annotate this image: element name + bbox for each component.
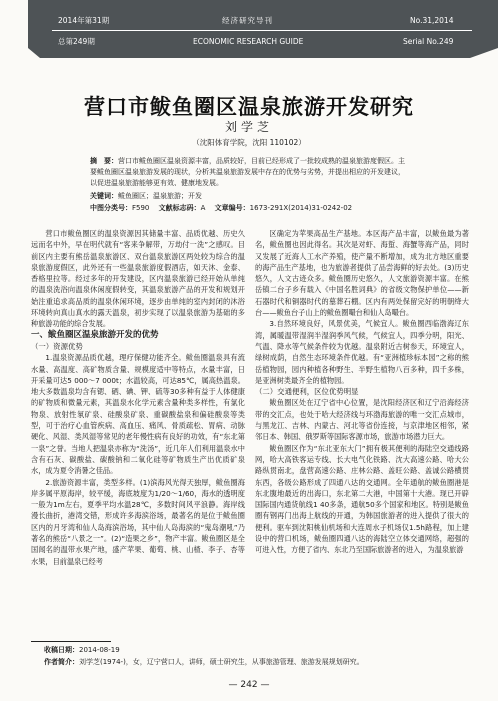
- received-value: 2014-08-19: [79, 646, 120, 654]
- author-affiliation: （沈阳体育学院，沈阳 110102）: [192, 138, 306, 147]
- total-issue-cn: 总第249期: [58, 37, 95, 46]
- abstract-text: 营口市鲅鱼圈区温泉资源丰富，品质较好，目前已经形成了一批较成熟的温泉旅游度假区。主要鲅鱼圈区温泉旅游发展的现状，分析其温泉旅游发展中存在的优势与劣势，并提出相应的开发建议，以促进温泉旅游能够更有效、健康地发展。: [90, 157, 405, 187]
- subsection-heading: （二）交通便利，区位优势明显: [255, 387, 359, 397]
- body-paragraph: 区确定为苹果高品生产基地。本区海产品丰富，以鲅鱼最为著名，鲅鱼圈也因此得名。其次是对虾、海蜇、海蟹等海产品，同时又发展了近海人工水产养殖，使产量不断增加，成为北方地区重要的海产品生产基地，也为旅游者提供了品尝海鲜的好去处。(3)历史悠久，人文古迹众多。鲅鱼圈历史悠久，人文旅游资源丰富。在熊岳镇二台子乡有载入《中国名胜词典》的省级文物保护单位——新石器时代和铜器时代的墓葬石棚。区内有两处保留完好的明朝绛大台——鲅鱼台子山上的鲅鱼圈嘬台和仙人岛嘬台。: [255, 229, 469, 318]
- body-paragraph: 鲅鱼圈区作为“东北亚东大门”拥有极其便利的海陆空交通线路网，哈大高铁客运专线、长大电气化铁路、沈大高速公路、哈大公路纵贯南北，盘营高速公路、庄林公路、盖旺公路、盖诚公路横贯东西，各级公路形成了四通八达的交通网。全年通航的鲅鱼圈港是东北腹地最近的出海口，东北第二大港，中国第十大港。现已开辟国际国内通货航线1 40多条，通航50多个国家和地区。特别是鲅鱼圈有钢再门出海上航线的开通，为韩国旅游者的进入提供了很大的便利。驱车到沈阳桃仙机场和大连周水子机场仅1.5h路程，加上建设中的营口机场，鲅鱼圈四通八达的海陆空立体交通网络，超强的可进入性，方便了省内、东北乃至国际旅游者的进入，为温泉旅游: [255, 443, 469, 555]
- clc-value: F590: [132, 204, 150, 212]
- subsection-heading: （一）资源优势: [31, 341, 83, 351]
- article-title: 营口市鲅鱼圈区温泉旅游开发研究: [84, 95, 414, 119]
- doc-code-value: A: [200, 204, 206, 212]
- body-paragraph: 2.旅游资源丰富，类型多样。(1)滨海风光得天独厚，鲅鱼圈海岸多属平原海岸，较平缓，海底坡度为1/20～1/60，海水的透明度一般为1m左右，夏季平均水温28℃，多数时间风平浪静。海岸线漫长曲折，港湾交错，形成许多海滨浴场，最著名的是位于鲅鱼圈区内的月牙湾和仙人岛海滨浴场，其中仙人岛海滨的“鬼岛潮吼”乃著名的熊岳“八景之一”。(2)“造果之乡”，物产丰富。鲅鱼圈区是全国闻名的温带水果产地，盛产苹果、葡萄、桃、山楂、李子、杏等水果，目前温泉已经考: [31, 477, 245, 566]
- issue-cn: 2014年第31期: [58, 16, 110, 25]
- footnote-divider: [31, 641, 111, 642]
- section-heading: 一、鲅鱼圈区温泉旅游开发的优势: [31, 329, 159, 340]
- journal-name-en: ECONOMIC RESEARCH GUIDE: [193, 37, 304, 46]
- article-id-label: 文章编号：: [214, 204, 250, 212]
- header-divider: [52, 30, 472, 31]
- keywords-text: 鲅鱼圈区；温泉旅游；开发: [118, 192, 202, 200]
- doc-code-label: 文献标志码：: [158, 204, 201, 212]
- author-bio: [44, 657, 364, 667]
- abstract: [90, 156, 410, 189]
- author-bio-text: 刘学芝(1974-)，女，辽宁营口人，讲师，硕士研究生，从事旅游管理、旅游发展规划研究。: [79, 658, 364, 666]
- left-column: [31, 228, 245, 636]
- page-number: — 242 —: [228, 680, 270, 690]
- journal-header: [0, 0, 498, 60]
- received-label: 收稿日期：: [44, 646, 79, 654]
- right-column: [255, 228, 469, 680]
- body-paragraph: 3.自然环境良好，风景优美，气候宜人。鲅鱼圈西临渤海辽东湾，属暖温带湿润半湿润季风气候，气候宜人，四季分明，阳光、气温、降水等气候条件较为优越。温泉附近古树参天，环境宜人，绿树成荫，自然生态环境条件优越。有“亚洲植珍标本园”之称的熊岳植物园，园内种植各种野生、半野生植物八百多种，四千多株，是亚洲树类最齐全的植物园。: [255, 319, 469, 385]
- received-date: [44, 645, 120, 655]
- serial-en: Serial No.249: [403, 37, 454, 46]
- classification-line: [90, 203, 410, 214]
- issue-en: No.31,2014: [410, 16, 454, 25]
- author-bio-label: 作者简介：: [44, 658, 79, 666]
- author-name: 刘学芝: [224, 120, 273, 134]
- keywords: [90, 191, 410, 202]
- article-id-value: 1673-291X(2014)31-0242-02: [249, 204, 353, 212]
- intro-paragraph: 营口市鲅鱼圈区的温泉资源因其储量丰富、品质优越、历史久远而名中外，早在明代就有“客来争解带，万劫付一洗”之感叹。目前区内主要有熊岳温泉旅游区、双台温泉旅游区两处较为综合的温泉旅游度假区，此外还有一些温泉旅游度假酒店，如天沐、金泰、香格里拉等。经过多年的开发建设，区内温泉旅游已经开始从单纯的温泉洗浴向温泉休闲度假转变，其温泉旅游产品的开发和规划开始注重追求高品质的温泉休闲环境，逐步由单纯的室内封闭的沐浴环境转向真山真水的露天温泉，初步实现了以温泉旅游为基础的多种旅游功能的综合发展。: [31, 229, 245, 329]
- clc-label: 中图分类号：: [90, 204, 132, 212]
- body-paragraph: 1.温泉资源品质优越，理疗保健功能齐全。鲅鱼圈温泉具有流水量、高温度、高矿物质含量、规模度适中等特点，水量丰富，日开采量可达5 000～7 000t；水温较高，可达85℃，属高热温泉。地大多数温泉均含有锶、硒、碘、钾、硫等30多种有益于人体健康的矿物质和微量元素，其温泉水化学元素含量种类多样性，有氯化物泉、放射性氡矿泉、硅酸泉矿泉、重碳酸盐泉和偏硅酸泉等类型，可于治疗心血管疾病、高血压、痛风、骨质疏松、胃病、动脉硬化、风湿、类风湿等常见的老年慢性病有良好的功效，有“东北第一泉”之誉。当地人把温泉亦称为“洗汤”，近几年人们利用温泉水中含有石灰、碳酸盐、碳酸钠和二氧化硅等矿物质生产出优质矿泉水，成为夏令消暑之佳品。: [31, 353, 245, 476]
- abstract-label: 摘 要：: [90, 157, 118, 165]
- journal-name-cn: 经济研究导刊: [222, 16, 273, 25]
- body-paragraph: 鲅鱼圈区处在辽宁省中心位置，是沈阳经济区和辽宁沿海经济带的交汇点，也处于哈大经济线与环渤海旅游的唯一交汇点城市，与黑龙江、吉林、内蒙古、河北等省份连接，与京津地区相邻，紧邻日本、韩国、俄罗斯等国际客源市场，旅游市场潜力巨大。: [255, 398, 469, 442]
- keywords-label: 关键词：: [90, 192, 118, 200]
